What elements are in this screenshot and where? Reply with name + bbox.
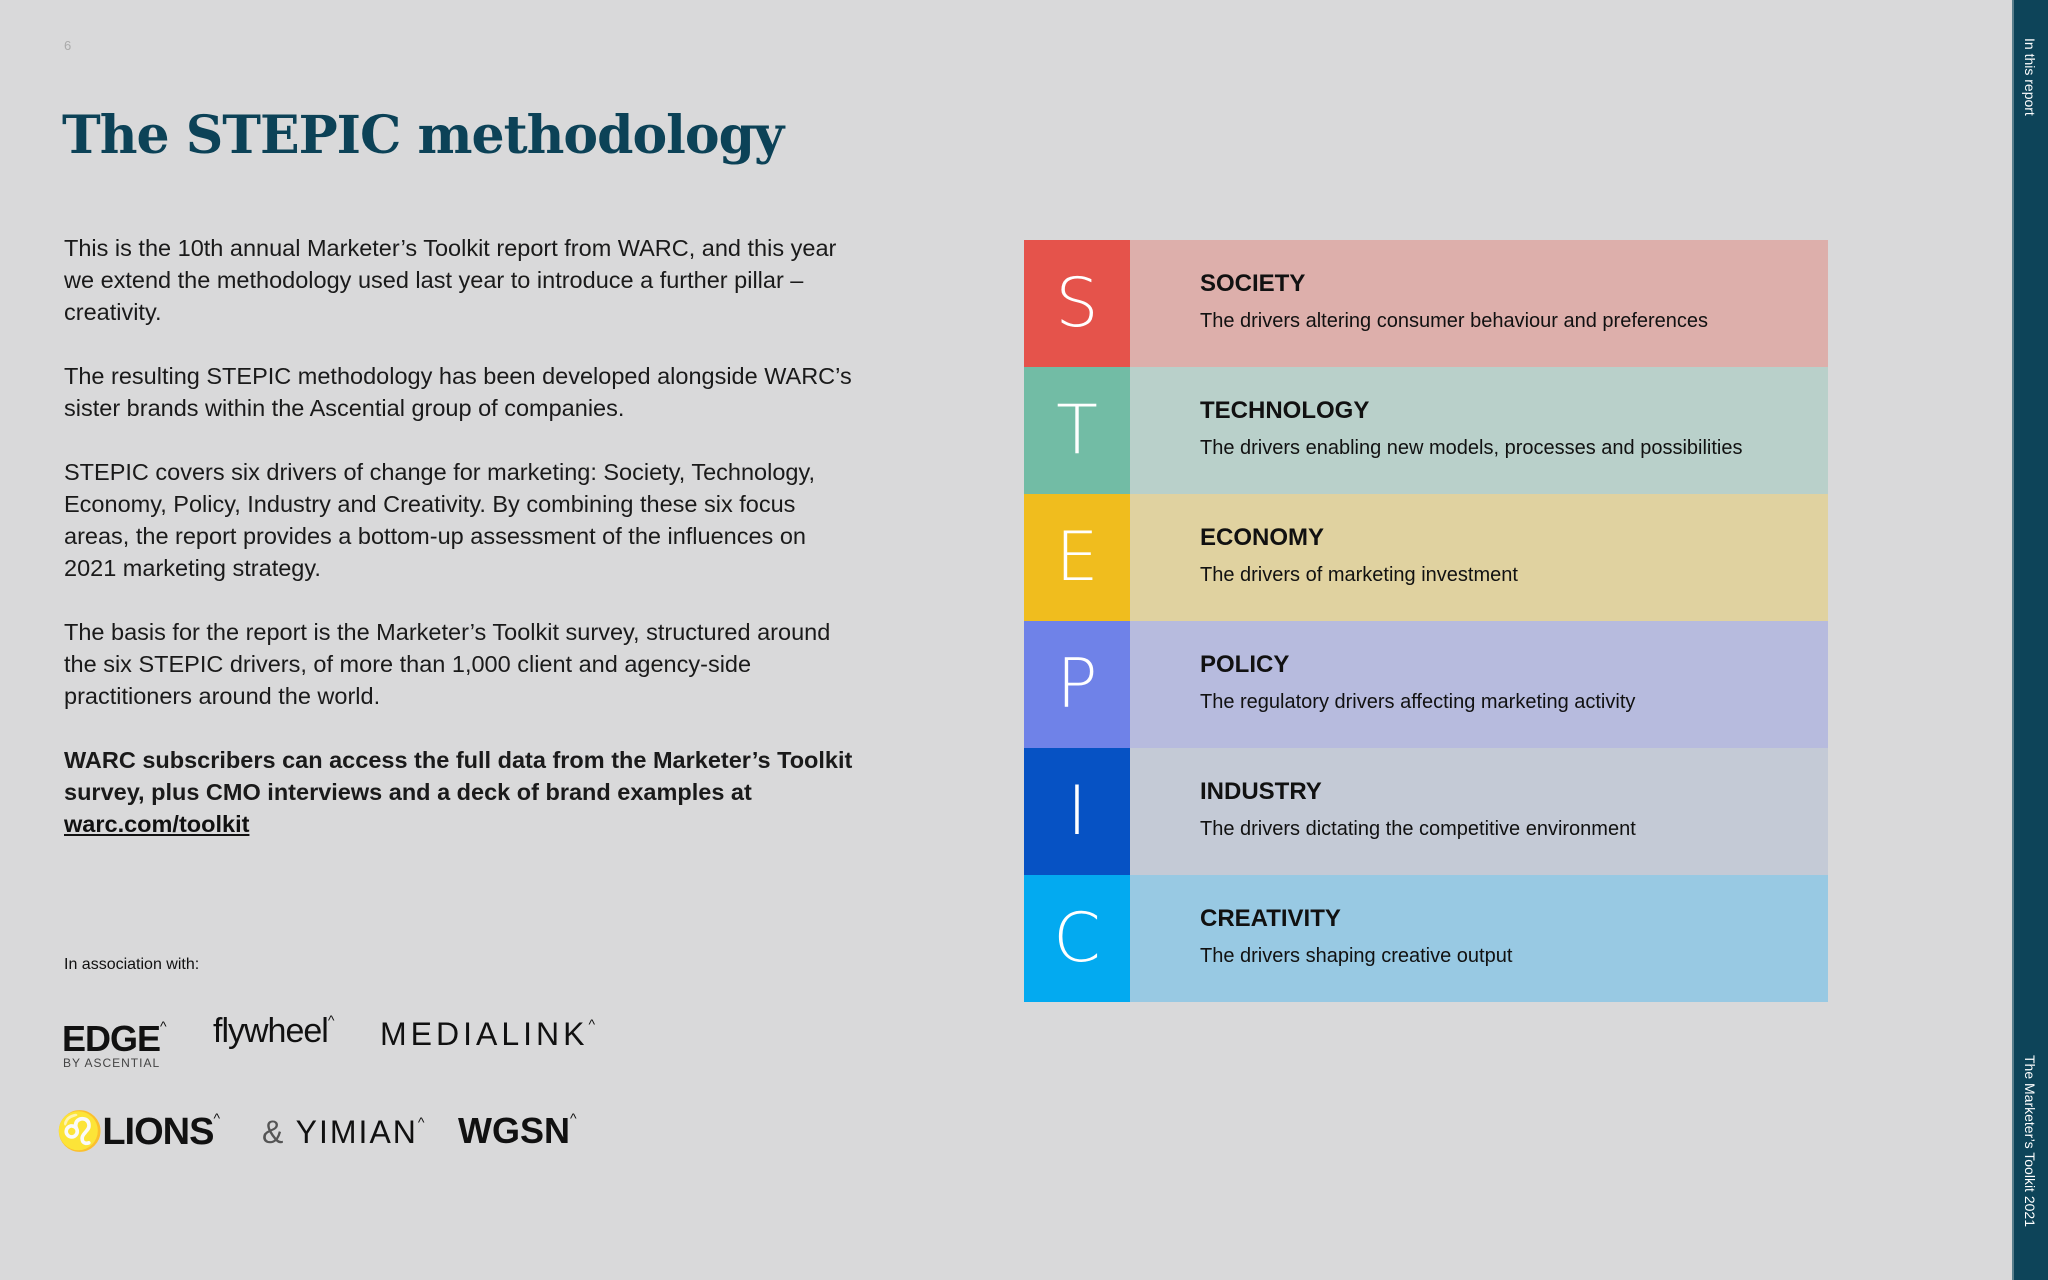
- lion-icon: ♌: [56, 1111, 103, 1153]
- edge-logo: EDGE^: [62, 1018, 166, 1059]
- paragraph: This is the 10th annual Marketer’s Toolkit report from WARC, and this year we extend the methodology used last year to introduce a further pillar – creativity.: [64, 235, 837, 325]
- toolkit-link[interactable]: warc.com/toolkit: [64, 811, 250, 837]
- report-name: The Marketer’s Toolkit 2021: [2022, 1055, 2038, 1227]
- flywheel-logo: flywheel^: [213, 1012, 334, 1050]
- stepic-content: [1130, 494, 1828, 621]
- stepic-letter: T: [1024, 367, 1130, 494]
- stepic-row-economy: [1024, 494, 1828, 621]
- stepic-title: POLICY: [1200, 651, 1290, 678]
- stepic-content: [1130, 875, 1828, 1002]
- stepic-description: The drivers of marketing investment: [1200, 564, 1518, 586]
- stepic-content: [1130, 240, 1828, 367]
- wgsn-logo: WGSN^: [458, 1110, 577, 1151]
- stepic-letter: C: [1024, 875, 1130, 1002]
- intro-text: [64, 232, 854, 872]
- cta-paragraph: [64, 744, 854, 840]
- ampersand-icon: &: [262, 1114, 286, 1150]
- paragraph: STEPIC covers six drivers of change for marketing: Society, Technology, Economy, Policy, Industry and Creativity. By combining these six focus areas, the report provides a bottom-up assessment of the influences on 2021 marketing strategy.: [64, 459, 816, 581]
- stepic-description: The drivers dictating the competitive environment: [1200, 818, 1636, 840]
- sidebar: [2012, 0, 2048, 1280]
- stepic-letter: P: [1024, 621, 1130, 748]
- stepic-title: ECONOMY: [1200, 524, 1325, 551]
- stepic-row-policy: [1024, 621, 1828, 748]
- stepic-description: The drivers enabling new models, processes and possibilities: [1200, 437, 1743, 459]
- stepic-description: The regulatory drivers affecting marketing activity: [1200, 691, 1636, 713]
- stepic-description: The drivers shaping creative output: [1200, 945, 1513, 967]
- stepic-title: INDUSTRY: [1200, 778, 1322, 805]
- page-title: The STEPIC methodology: [62, 105, 784, 166]
- stepic-description: The drivers altering consumer behaviour and preferences: [1200, 310, 1709, 332]
- lions-logo: ♌LIONS^: [56, 1110, 220, 1153]
- page-number: 6: [64, 38, 72, 53]
- stepic-row-technology: [1024, 367, 1828, 494]
- association-label: In association with:: [64, 956, 200, 973]
- stepic-title: CREATIVITY: [1200, 905, 1341, 932]
- medialink-logo: MEDIALINK^: [380, 1016, 600, 1052]
- stepic-row-society: [1024, 240, 1828, 367]
- stepic-letter: S: [1024, 240, 1130, 367]
- stepic-letter: I: [1024, 748, 1130, 875]
- stepic-content: [1130, 367, 1828, 494]
- cta-text: WARC subscribers can access the full data from the Marketer’s Toolkit survey, plus CMO interviews and a deck of brand examples at: [64, 747, 853, 805]
- stepic-content: [1130, 621, 1828, 748]
- stepic-row-industry: [1024, 748, 1828, 875]
- stepic-title: SOCIETY: [1200, 270, 1306, 297]
- paragraph: The basis for the report is the Marketer’s Toolkit survey, structured around the six STEPIC drivers, of more than 1,000 client and agency-side practitioners around the world.: [64, 619, 831, 709]
- stepic-letter: E: [1024, 494, 1130, 621]
- edge-logo-subtitle: BY ASCENTIAL: [63, 1056, 161, 1070]
- paragraph: The resulting STEPIC methodology has been developed alongside WARC’s sister brands within the Ascential group of companies.: [64, 363, 852, 421]
- stepic-title: TECHNOLOGY: [1200, 397, 1370, 424]
- yimian-logo: & YIMIAN^: [262, 1114, 427, 1150]
- in-this-report-link[interactable]: In this report: [2022, 38, 2038, 116]
- stepic-table: [1024, 240, 1828, 1002]
- stepic-content: [1130, 748, 1828, 875]
- stepic-row-creativity: [1024, 875, 1828, 1002]
